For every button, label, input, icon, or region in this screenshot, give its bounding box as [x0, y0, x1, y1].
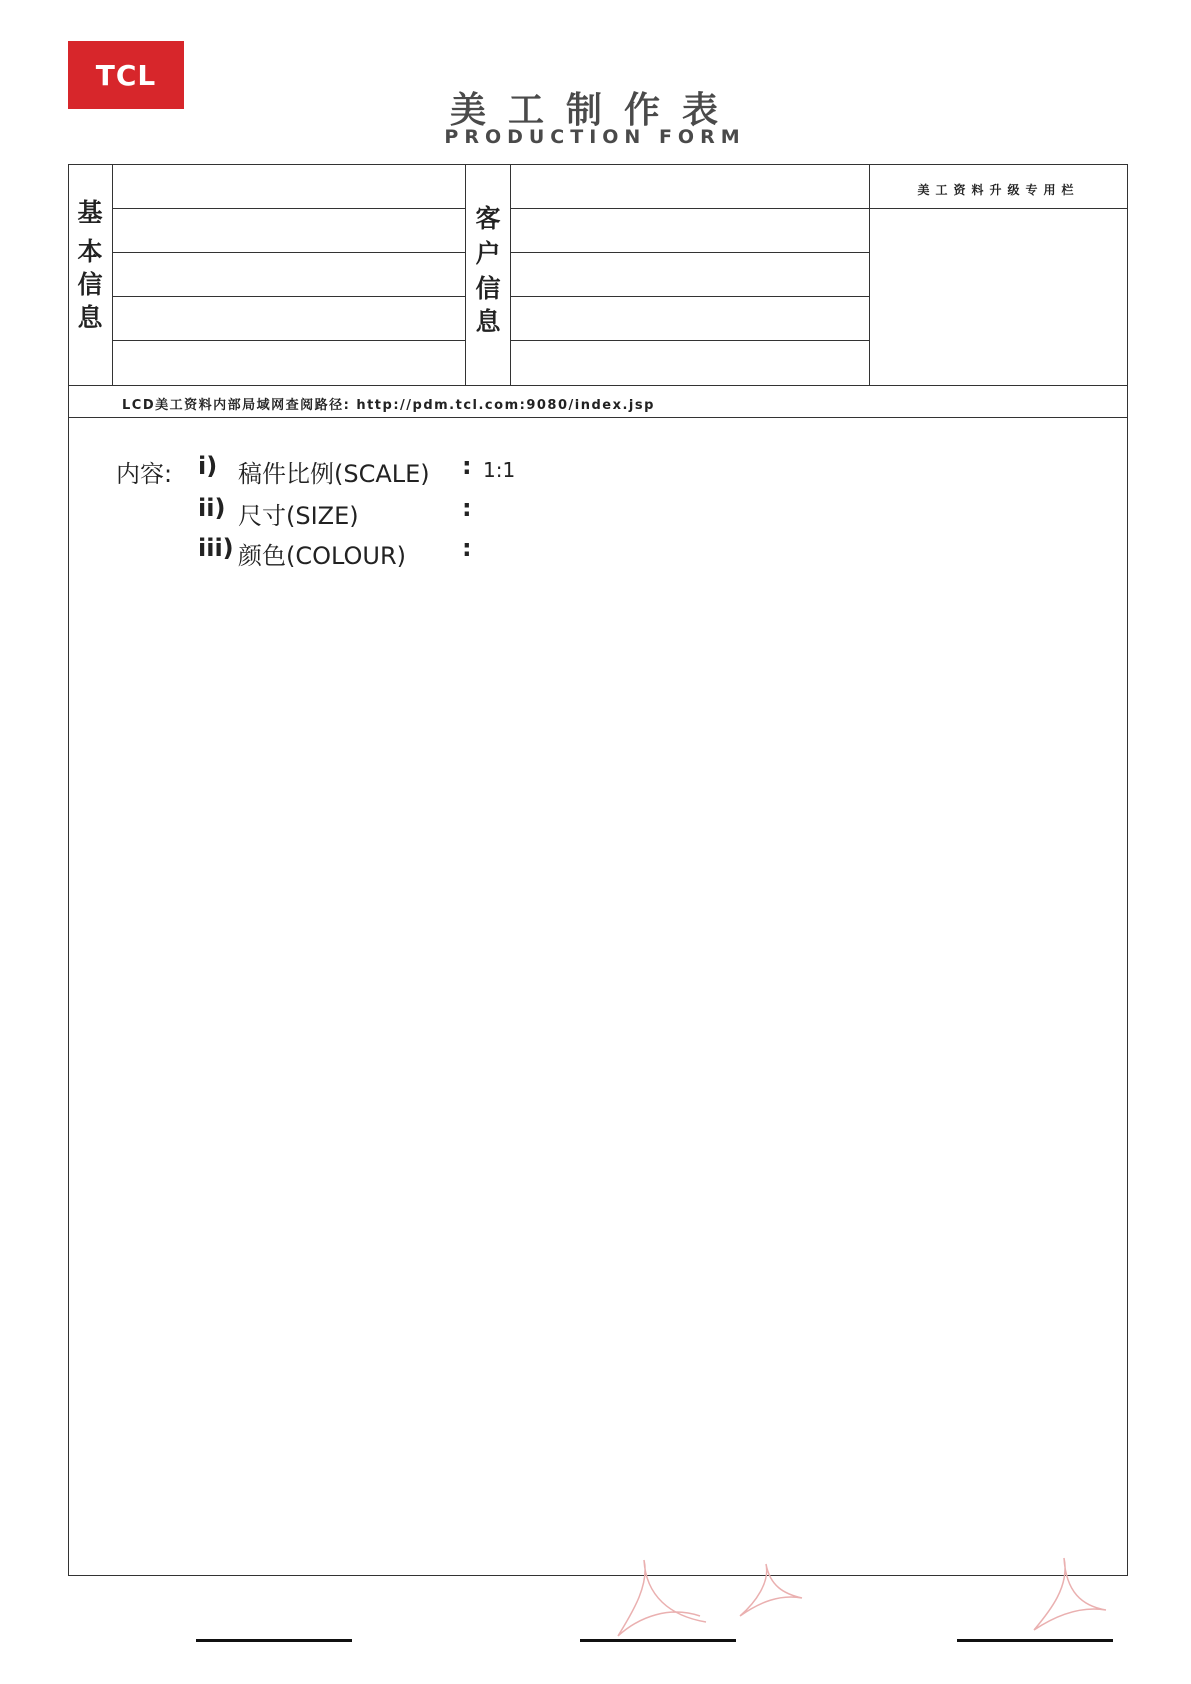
signature-line [196, 1639, 352, 1642]
logo-text: TCL [95, 58, 157, 92]
stamp-mark-icon [1020, 1556, 1110, 1636]
item-text: 尺寸(SIZE) [238, 502, 359, 530]
basic-info-row-line [112, 296, 465, 297]
basic-info-char: 本 [77, 237, 103, 266]
basic-info-char: 基 [77, 198, 103, 227]
intranet-url-note: LCD美工资料内部局域网查阅路径: http://pdm.tcl.com:9080/index.jsp [122, 398, 655, 413]
basic-info-char: 信 [77, 270, 103, 299]
item-text: 稿件比例(SCALE) [238, 460, 430, 488]
item-colon: : [462, 494, 472, 522]
form-frame [68, 164, 1128, 1576]
item-colon: : [462, 534, 472, 562]
basic-info-label [68, 200, 112, 330]
customer-info-label [466, 206, 510, 334]
basic-info-row-line [112, 340, 465, 341]
item-text: 颜色(COLOUR) [238, 542, 407, 570]
customer-info-row-line [510, 340, 869, 341]
customer-info-row-line [510, 208, 869, 209]
tcl-logo [68, 41, 184, 109]
section-divider [68, 385, 1128, 386]
item-number: ii) [198, 494, 226, 522]
content-label: 内容: [116, 460, 173, 488]
upgrade-header-line [869, 208, 1128, 209]
basic-info-row-line [112, 208, 465, 209]
section-divider [68, 417, 1128, 418]
stamp-mark-icon [610, 1556, 710, 1646]
customer-info-char: 客 [475, 204, 501, 233]
page-subtitle: PRODUCTION FORM [444, 126, 746, 148]
item-value: 1:1 [483, 458, 516, 482]
divider [510, 164, 511, 385]
item-number: iii) [198, 534, 234, 562]
basic-info-row-line [112, 252, 465, 253]
customer-info-char: 户 [475, 239, 501, 268]
divider [112, 164, 113, 385]
customer-info-row-line [510, 252, 869, 253]
customer-info-row-line [510, 296, 869, 297]
signature-line [580, 1639, 736, 1642]
upgrade-column-label: 美工资料升级专用栏 [917, 183, 1080, 197]
page-title: 美工制作表 [449, 90, 740, 131]
item-colon: : [462, 452, 472, 480]
stamp-mark-icon [736, 1562, 806, 1622]
customer-info-char: 信 [475, 274, 501, 303]
customer-info-char: 息 [475, 307, 501, 336]
item-number: i) [198, 452, 218, 480]
basic-info-char: 息 [77, 303, 103, 332]
signature-line [957, 1639, 1113, 1642]
